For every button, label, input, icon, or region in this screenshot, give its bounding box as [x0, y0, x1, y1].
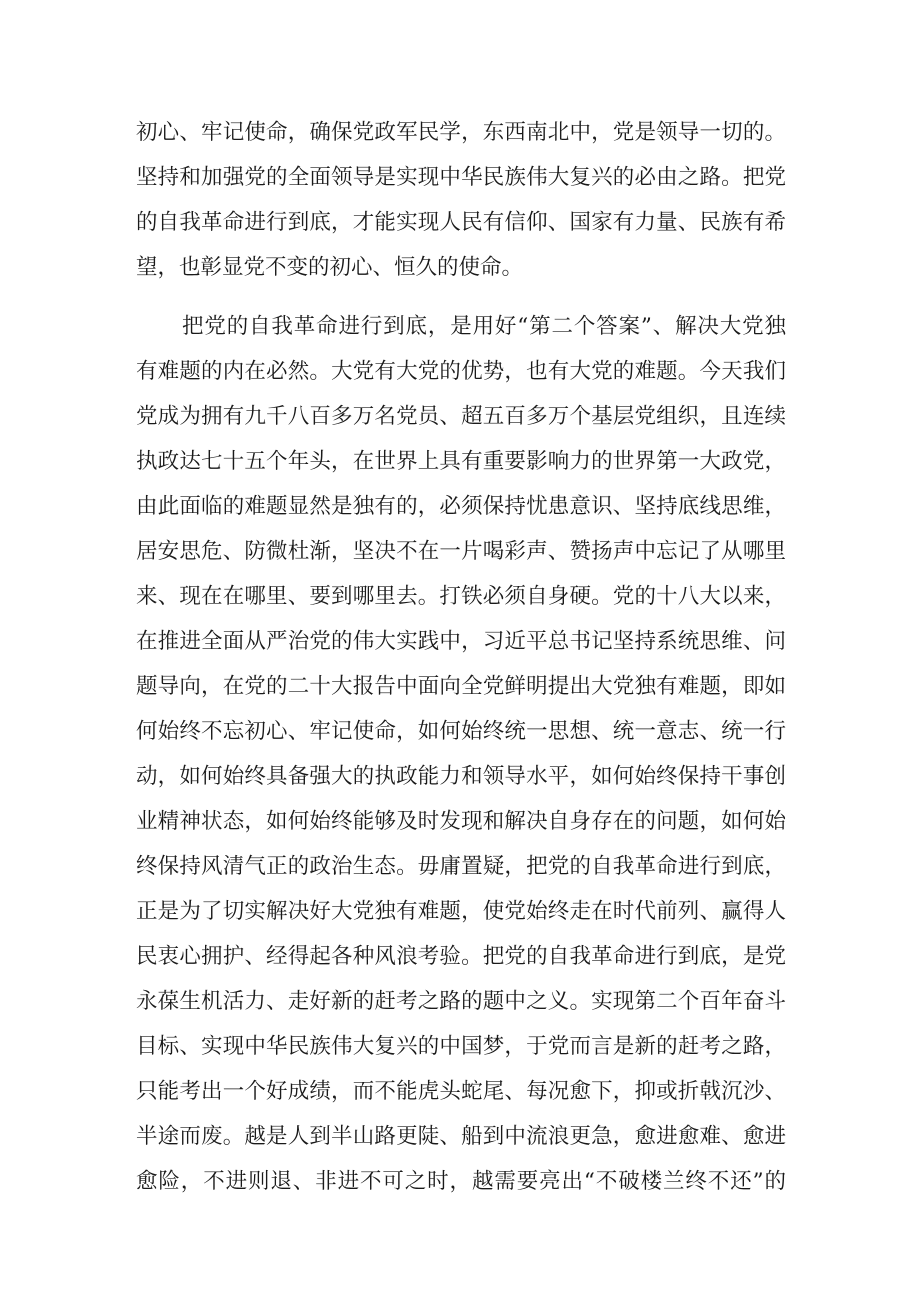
- text-line: 民衷心拥护、经得起各种风浪考验。把党的自我革命进行到底，是党: [136, 944, 786, 969]
- text-line: 居安思危、防微杜渐，坚决不在一片喝彩声、赞扬声中忘记了从哪里: [136, 539, 786, 564]
- text-line: 来、现在在哪里、要到哪里去。打铁必须自身硬。党的十八大以来，: [136, 584, 786, 609]
- paragraph-spacer: [136, 290, 786, 304]
- paragraph-2: [136, 304, 786, 1204]
- text-line: 有难题的内在必然。大党有大党的优势，也有大党的难题。今天我们: [136, 359, 786, 384]
- text-line: 业精神状态，如何始终能够及时发现和解决自身存在的问题，如何始: [136, 809, 786, 834]
- text-line: 何始终不忘初心、牢记使命，如何始终统一思想、统一意志、统一行: [136, 719, 786, 744]
- text-line: 由此面临的难题显然是独有的，必须保持忧患意识、坚持底线思维，: [136, 494, 786, 519]
- text-line: 正是为了切实解决好大党独有难题，使党始终走在时代前列、赢得人: [136, 899, 786, 924]
- text-line: 目标、实现中华民族伟大复兴的中国梦，于党而言是新的赶考之路，: [136, 1034, 786, 1059]
- text-line: 执政达七十五个年头，在世界上具有重要影响力的世界第一大政党，: [136, 449, 786, 474]
- text-line: 把党的自我革命进行到底，是用好“第二个答案”、解决大党独: [182, 314, 786, 339]
- text-line: 坚持和加强党的全面领导是实现中华民族伟大复兴的必由之路。把党: [136, 165, 786, 190]
- paragraph-1: [136, 110, 786, 290]
- text-line: 初心、牢记使命，确保党政军民学，东西南北中，党是领导一切的。: [136, 120, 786, 145]
- text-line: 党成为拥有九千八百多万名党员、超五百多万个基层党组织，且连续: [136, 404, 786, 429]
- text-line: 终保持风清气正的政治生态。毋庸置疑，把党的自我革命进行到底，: [136, 854, 786, 879]
- text-line: 在推进全面从严治党的伟大实践中，习近平总书记坚持系统思维、问: [136, 629, 786, 654]
- text-line: 半途而废。越是人到半山路更陡、船到中流浪更急，愈进愈难、愈进: [136, 1124, 786, 1149]
- body-text: [136, 110, 786, 1204]
- text-line: 动，如何始终具备强大的执政能力和领导水平，如何始终保持干事创: [136, 764, 786, 789]
- text-line: 望，也彰显党不变的初心、恒久的使命。: [136, 255, 524, 280]
- text-line: 只能考出一个好成绩，而不能虎头蛇尾、每况愈下，抑或折戟沉沙、: [136, 1079, 786, 1104]
- text-line: 永葆生机活力、走好新的赶考之路的题中之义。实现第二个百年奋斗: [136, 989, 786, 1014]
- text-line: 题导向，在党的二十大报告中面向全党鲜明提出大党独有难题，即如: [136, 674, 786, 699]
- text-line: 的自我革命进行到底，才能实现人民有信仰、国家有力量、民族有希: [136, 210, 786, 235]
- text-line: 愈险，不进则退、非进不可之时，越需要亮出“不破楼兰终不还”的: [136, 1169, 786, 1194]
